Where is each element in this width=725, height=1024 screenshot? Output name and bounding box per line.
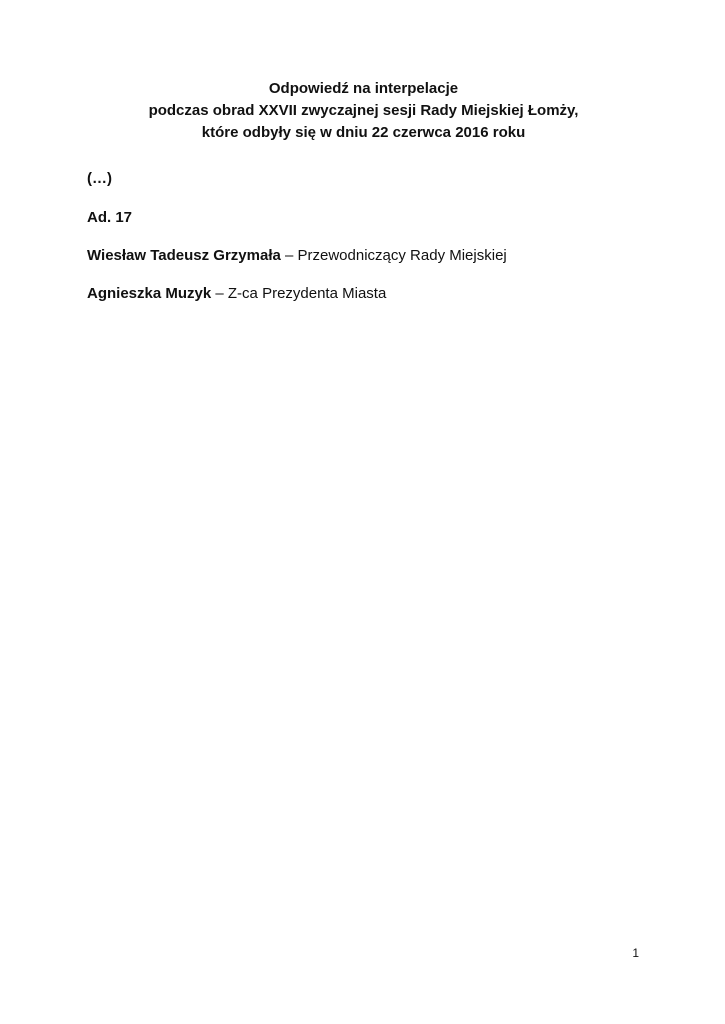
speaker-2-role: – Z-ca Prezydenta Miasta [211, 285, 387, 302]
speaker-2 [87, 285, 640, 302]
document-title-line-1: Odpowiedź na interpelacje [268, 80, 459, 97]
agenda-item: Ad. 17 [87, 209, 133, 226]
speaker-1 [87, 247, 640, 264]
document-title-line-2: podczas obrad XXVII zwyczajnej sesji Rady Miejskiej Łomży, [148, 102, 579, 119]
document-title-line-3: które odbyły się w dniu 22 czerwca 2016 roku [201, 124, 526, 141]
speaker-2-name: Agnieszka Muzyk [87, 285, 212, 302]
speaker-1-role: – Przewodniczący Rady Miejskiej [280, 247, 507, 264]
page-number: 1 [632, 946, 639, 960]
omission-marker: (…) [87, 170, 112, 187]
speaker-1-name: Wiesław Tadeusz Grzymała [87, 247, 281, 264]
